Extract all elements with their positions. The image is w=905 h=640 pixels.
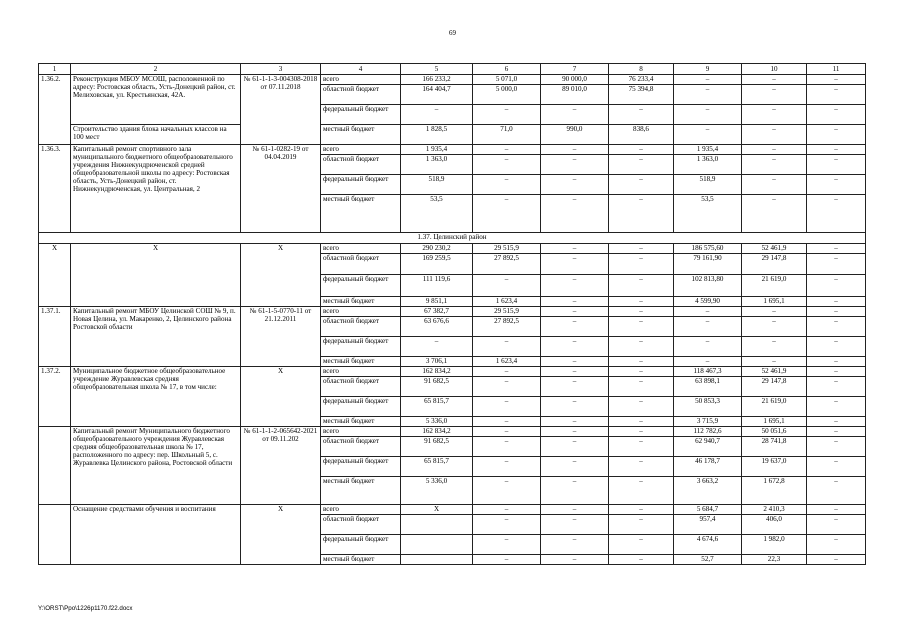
value-cell: – — [541, 337, 609, 357]
value-cell: – — [807, 515, 866, 535]
value-cell: – — [742, 175, 807, 195]
value-cell: – — [541, 427, 609, 437]
value-cell: – — [541, 555, 609, 565]
value-cell: 5 071,0 — [473, 75, 541, 85]
value-cell: – — [473, 275, 541, 297]
column-number: 6 — [473, 64, 541, 75]
value-cell: 27 892,5 — [473, 254, 541, 275]
table-row — [39, 427, 866, 437]
value-cell: – — [807, 155, 866, 175]
value-cell: – — [473, 477, 541, 505]
value-cell: – — [473, 377, 541, 397]
value-cell: – — [674, 85, 742, 105]
item-number — [39, 427, 71, 505]
value-cell: – — [541, 155, 609, 175]
item-name: Реконструкция МБОУ МСОШ, расположенной по адресу: Ростовская область, Усть-Донецкий район, ст. Мелиховская, ул. Крестьянская, 42А. — [71, 75, 241, 125]
value-cell: – — [742, 145, 807, 155]
value-cell: – — [541, 317, 609, 337]
table-row — [39, 505, 866, 515]
value-cell: 71,0 — [473, 125, 541, 145]
item-name: Муниципальное бюджетное общеобразовательное учреждение Журавлевская средняя общеобразовательная школа № 17, в том числе: — [71, 367, 241, 427]
value-cell: 3 706,1 — [401, 357, 473, 367]
column-number: 3 — [241, 64, 321, 75]
value-cell: – — [807, 105, 866, 125]
column-number: 2 — [71, 64, 241, 75]
value-cell: – — [742, 155, 807, 175]
value-cell: – — [674, 125, 742, 145]
budget-source: местный бюджет — [321, 555, 401, 565]
value-cell: 518,9 — [401, 175, 473, 195]
value-cell: 112 782,6 — [674, 427, 742, 437]
item-number: X — [39, 244, 71, 307]
value-cell: 102 813,80 — [674, 275, 742, 297]
budget-source: областной бюджет — [321, 317, 401, 337]
value-cell: 62 940,7 — [674, 437, 742, 457]
value-cell: – — [807, 85, 866, 105]
document-number: № 61-1-1-3-004308-2018 от 07.11.2018 — [241, 75, 321, 145]
value-cell: – — [541, 367, 609, 377]
item-name: Капитальный ремонт Муниципального бюджетного общеобразовательного учреждения Журавлевская средняя общеобразовательная школа № 17, расположенного по адресу: пер. Школьный 5, с. Журавлевка Целинского района, Ростовской области — [71, 427, 241, 505]
value-cell: – — [609, 105, 674, 125]
value-cell: – — [742, 85, 807, 105]
value-cell: – — [807, 125, 866, 145]
table-row — [39, 307, 866, 317]
budget-source: областной бюджет — [321, 437, 401, 457]
value-cell: – — [807, 377, 866, 397]
value-cell: 79 161,90 — [674, 254, 742, 275]
value-cell: 67 382,7 — [401, 307, 473, 317]
value-cell: – — [541, 105, 609, 125]
value-cell: – — [807, 437, 866, 457]
value-cell: 5 000,0 — [473, 85, 541, 105]
value-cell: – — [807, 297, 866, 307]
budget-table-wrapper — [38, 63, 865, 565]
value-cell: – — [807, 555, 866, 565]
value-cell: – — [609, 477, 674, 505]
value-cell: – — [473, 105, 541, 125]
budget-source: всего — [321, 427, 401, 437]
value-cell: – — [742, 307, 807, 317]
value-cell: – — [541, 195, 609, 233]
value-cell: – — [807, 535, 866, 555]
budget-source: всего — [321, 75, 401, 85]
value-cell: – — [609, 275, 674, 297]
value-cell: 990,0 — [541, 125, 609, 145]
value-cell: – — [541, 515, 609, 535]
value-cell: 65 815,7 — [401, 457, 473, 477]
value-cell: 5 336,0 — [401, 477, 473, 505]
value-cell: – — [401, 337, 473, 357]
value-cell: – — [807, 75, 866, 85]
value-cell: – — [807, 417, 866, 427]
value-cell: – — [473, 367, 541, 377]
item-number: 1.37.2. — [39, 367, 71, 427]
value-cell: 29 147,8 — [742, 377, 807, 397]
table-row — [39, 367, 866, 377]
budget-source: областной бюджет — [321, 254, 401, 275]
document-number: X — [241, 244, 321, 307]
budget-source: федеральный бюджет — [321, 337, 401, 357]
value-cell: 111 119,6 — [401, 275, 473, 297]
value-cell: – — [473, 175, 541, 195]
value-cell: 63 898,1 — [674, 377, 742, 397]
value-cell: – — [541, 244, 609, 254]
value-cell: 29 515,9 — [473, 307, 541, 317]
value-cell: 162 834,2 — [401, 427, 473, 437]
value-cell: 518,9 — [674, 175, 742, 195]
value-cell: 52 461,9 — [742, 244, 807, 254]
value-cell: – — [541, 275, 609, 297]
budget-source: местный бюджет — [321, 297, 401, 307]
value-cell: 65 815,7 — [401, 397, 473, 417]
value-cell: – — [807, 175, 866, 195]
value-cell: – — [609, 244, 674, 254]
value-cell: 19 637,0 — [742, 457, 807, 477]
value-cell: – — [541, 505, 609, 515]
value-cell: – — [473, 145, 541, 155]
value-cell: 50 051,6 — [742, 427, 807, 437]
value-cell: 1 363,0 — [674, 155, 742, 175]
item-name: X — [71, 244, 241, 307]
value-cell: 1 935,4 — [401, 145, 473, 155]
value-cell: – — [674, 337, 742, 357]
value-cell: 53,5 — [674, 195, 742, 233]
column-number: 10 — [742, 64, 807, 75]
value-cell: – — [742, 337, 807, 357]
value-cell: – — [609, 535, 674, 555]
budget-source: всего — [321, 145, 401, 155]
section-title: 1.37. Целинский район — [39, 233, 866, 244]
value-cell: – — [609, 417, 674, 427]
value-cell: 1 828,5 — [401, 125, 473, 145]
value-cell: – — [674, 307, 742, 317]
item-name-extra: Строительство здания блока начальных классов на 100 мест — [71, 125, 241, 145]
budget-source: местный бюджет — [321, 125, 401, 145]
table-row — [39, 75, 866, 85]
value-cell: – — [609, 377, 674, 397]
value-cell: – — [473, 337, 541, 357]
value-cell: – — [742, 357, 807, 367]
value-cell: 75 394,8 — [609, 85, 674, 105]
value-cell: – — [541, 457, 609, 477]
value-cell: – — [807, 477, 866, 505]
value-cell: 63 676,6 — [401, 317, 473, 337]
value-cell: – — [742, 125, 807, 145]
value-cell: 91 682,5 — [401, 377, 473, 397]
value-cell: 5 336,0 — [401, 417, 473, 427]
value-cell: – — [541, 254, 609, 275]
column-number: 1 — [39, 64, 71, 75]
section-row — [39, 233, 866, 244]
value-cell: – — [473, 555, 541, 565]
value-cell: 118 467,3 — [674, 367, 742, 377]
value-cell: – — [609, 297, 674, 307]
budget-source: местный бюджет — [321, 357, 401, 367]
value-cell: – — [473, 515, 541, 535]
value-cell: – — [541, 145, 609, 155]
value-cell: – — [541, 437, 609, 457]
value-cell: – — [807, 397, 866, 417]
value-cell: 1 672,8 — [742, 477, 807, 505]
value-cell: – — [473, 195, 541, 233]
value-cell: – — [473, 535, 541, 555]
value-cell: 957,4 — [674, 515, 742, 535]
value-cell: – — [541, 535, 609, 555]
budget-source: областной бюджет — [321, 515, 401, 535]
value-cell: 90 000,0 — [541, 75, 609, 85]
value-cell: 46 178,7 — [674, 457, 742, 477]
value-cell: – — [541, 477, 609, 505]
file-path-footer: Y:\ORST\Ppo\1226p1170.f22.docx — [38, 605, 133, 612]
value-cell: 27 892,5 — [473, 317, 541, 337]
budget-source: всего — [321, 244, 401, 254]
value-cell: 1 623,4 — [473, 357, 541, 367]
item-number: 1.36.3. — [39, 145, 71, 233]
value-cell: 3 663,2 — [674, 477, 742, 505]
item-name: Капитальный ремонт МБОУ Целинской СОШ № 9, п. Новая Целина, ул. Макаренко, 2, Целинского района Ростовской области — [71, 307, 241, 367]
value-cell: – — [609, 555, 674, 565]
table-row — [39, 244, 866, 254]
value-cell: – — [742, 105, 807, 125]
value-cell: 1 623,4 — [473, 297, 541, 307]
value-cell: – — [609, 437, 674, 457]
value-cell: – — [541, 357, 609, 367]
value-cell: – — [807, 254, 866, 275]
value-cell: – — [541, 417, 609, 427]
value-cell: 166 233,2 — [401, 75, 473, 85]
value-cell: 3 715,9 — [674, 417, 742, 427]
value-cell: – — [473, 457, 541, 477]
value-cell: – — [807, 505, 866, 515]
value-cell: 52 461,9 — [742, 367, 807, 377]
value-cell: – — [609, 254, 674, 275]
value-cell: 52,7 — [674, 555, 742, 565]
value-cell: – — [609, 357, 674, 367]
value-cell: – — [473, 427, 541, 437]
value-cell: – — [609, 397, 674, 417]
document-number: № 61-1-5-0770-11 от 21.12.2011 — [241, 307, 321, 367]
budget-source: местный бюджет — [321, 477, 401, 505]
value-cell: 89 010,0 — [541, 85, 609, 105]
value-cell: 1 695,1 — [742, 417, 807, 427]
value-cell: 1 695,1 — [742, 297, 807, 307]
budget-source: местный бюджет — [321, 195, 401, 233]
table-row — [39, 125, 866, 145]
value-cell: 29 147,8 — [742, 254, 807, 275]
budget-source: областной бюджет — [321, 85, 401, 105]
budget-source: всего — [321, 367, 401, 377]
value-cell: 21 619,0 — [742, 275, 807, 297]
item-number: 1.36.2. — [39, 75, 71, 145]
value-cell: – — [807, 275, 866, 297]
value-cell: – — [807, 337, 866, 357]
value-cell: 169 259,5 — [401, 254, 473, 275]
budget-source: всего — [321, 505, 401, 515]
value-cell: 164 404,7 — [401, 85, 473, 105]
value-cell: – — [807, 367, 866, 377]
value-cell: – — [609, 175, 674, 195]
column-number: 11 — [807, 64, 866, 75]
value-cell: – — [609, 307, 674, 317]
column-number: 7 — [541, 64, 609, 75]
document-number: X — [241, 505, 321, 565]
value-cell: 21 619,0 — [742, 397, 807, 417]
document-number: X — [241, 367, 321, 427]
value-cell: – — [807, 244, 866, 254]
value-cell: – — [807, 307, 866, 317]
value-cell: – — [807, 427, 866, 437]
value-cell: – — [742, 317, 807, 337]
document-number: № 61-1-1-2-065642-2021 от 09.11.202 — [241, 427, 321, 505]
value-cell: 2 410,3 — [742, 505, 807, 515]
value-cell: – — [609, 515, 674, 535]
value-cell: – — [609, 457, 674, 477]
column-number: 5 — [401, 64, 473, 75]
item-name: Капитальный ремонт спортивного зала муниципального бюджетного общеобразовательного учреждения Нижнекундрюченской средней общеобразовательной школы по адресу: Ростовская область, Усть-Донецкий район, ст. Нижнекундрюченская, ул. Центральная, 2 — [71, 145, 241, 233]
value-cell: – — [473, 417, 541, 427]
value-cell: 50 853,3 — [674, 397, 742, 417]
page-number: 69 — [449, 29, 456, 37]
value-cell: – — [473, 397, 541, 417]
budget-source: всего — [321, 307, 401, 317]
value-cell: – — [807, 195, 866, 233]
value-cell: – — [742, 75, 807, 85]
item-number — [39, 505, 71, 565]
budget-source: федеральный бюджет — [321, 457, 401, 477]
value-cell: – — [742, 195, 807, 233]
column-number: 8 — [609, 64, 674, 75]
value-cell: – — [807, 457, 866, 477]
value-cell: 838,6 — [609, 125, 674, 145]
budget-source: местный бюджет — [321, 417, 401, 427]
value-cell: 290 230,2 — [401, 244, 473, 254]
value-cell: – — [609, 317, 674, 337]
budget-source: областной бюджет — [321, 377, 401, 397]
value-cell: – — [807, 145, 866, 155]
document-number: № 61-1-0282-19 от 04.04.2019 — [241, 145, 321, 233]
value-cell: 53,5 — [401, 195, 473, 233]
budget-source: федеральный бюджет — [321, 175, 401, 195]
budget-source: федеральный бюджет — [321, 535, 401, 555]
value-cell: – — [541, 307, 609, 317]
value-cell: – — [674, 357, 742, 367]
value-cell: 29 515,9 — [473, 244, 541, 254]
value-cell: – — [541, 175, 609, 195]
column-number: 9 — [674, 64, 742, 75]
value-cell: 76 233,4 — [609, 75, 674, 85]
value-cell: – — [473, 505, 541, 515]
column-number: 4 — [321, 64, 401, 75]
value-cell: 9 851,1 — [401, 297, 473, 307]
item-number: 1.37.1. — [39, 307, 71, 367]
budget-source: федеральный бюджет — [321, 275, 401, 297]
value-cell: – — [609, 155, 674, 175]
value-cell: – — [674, 75, 742, 85]
value-cell — [401, 515, 473, 535]
budget-source: федеральный бюджет — [321, 397, 401, 417]
value-cell: 1 982,0 — [742, 535, 807, 555]
value-cell: 162 834,2 — [401, 367, 473, 377]
value-cell: – — [609, 367, 674, 377]
value-cell: X — [401, 505, 473, 515]
value-cell: – — [473, 155, 541, 175]
value-cell: – — [674, 317, 742, 337]
table-row — [39, 145, 866, 155]
value-cell: – — [807, 317, 866, 337]
budget-source: федеральный бюджет — [321, 105, 401, 125]
value-cell: 1 935,4 — [674, 145, 742, 155]
value-cell: – — [807, 357, 866, 367]
value-cell: 5 684,7 — [674, 505, 742, 515]
value-cell: 4 599,90 — [674, 297, 742, 307]
value-cell: 186 575,60 — [674, 244, 742, 254]
value-cell: – — [541, 397, 609, 417]
value-cell: 4 674,6 — [674, 535, 742, 555]
value-cell: – — [609, 337, 674, 357]
budget-source: областной бюджет — [321, 155, 401, 175]
value-cell: – — [609, 195, 674, 233]
value-cell: – — [401, 105, 473, 125]
column-number-row — [39, 64, 866, 75]
value-cell — [401, 535, 473, 555]
value-cell: – — [541, 297, 609, 307]
value-cell: 28 741,8 — [742, 437, 807, 457]
value-cell: 406,0 — [742, 515, 807, 535]
value-cell: – — [609, 505, 674, 515]
budget-table — [38, 63, 866, 565]
value-cell: – — [473, 437, 541, 457]
value-cell: 1 363,0 — [401, 155, 473, 175]
value-cell: – — [609, 145, 674, 155]
value-cell: – — [541, 377, 609, 397]
value-cell: 91 682,5 — [401, 437, 473, 457]
value-cell: 22,3 — [742, 555, 807, 565]
value-cell: – — [674, 105, 742, 125]
item-name: Оснащение средствами обучения и воспитания — [71, 505, 241, 565]
value-cell — [401, 555, 473, 565]
value-cell: – — [609, 427, 674, 437]
